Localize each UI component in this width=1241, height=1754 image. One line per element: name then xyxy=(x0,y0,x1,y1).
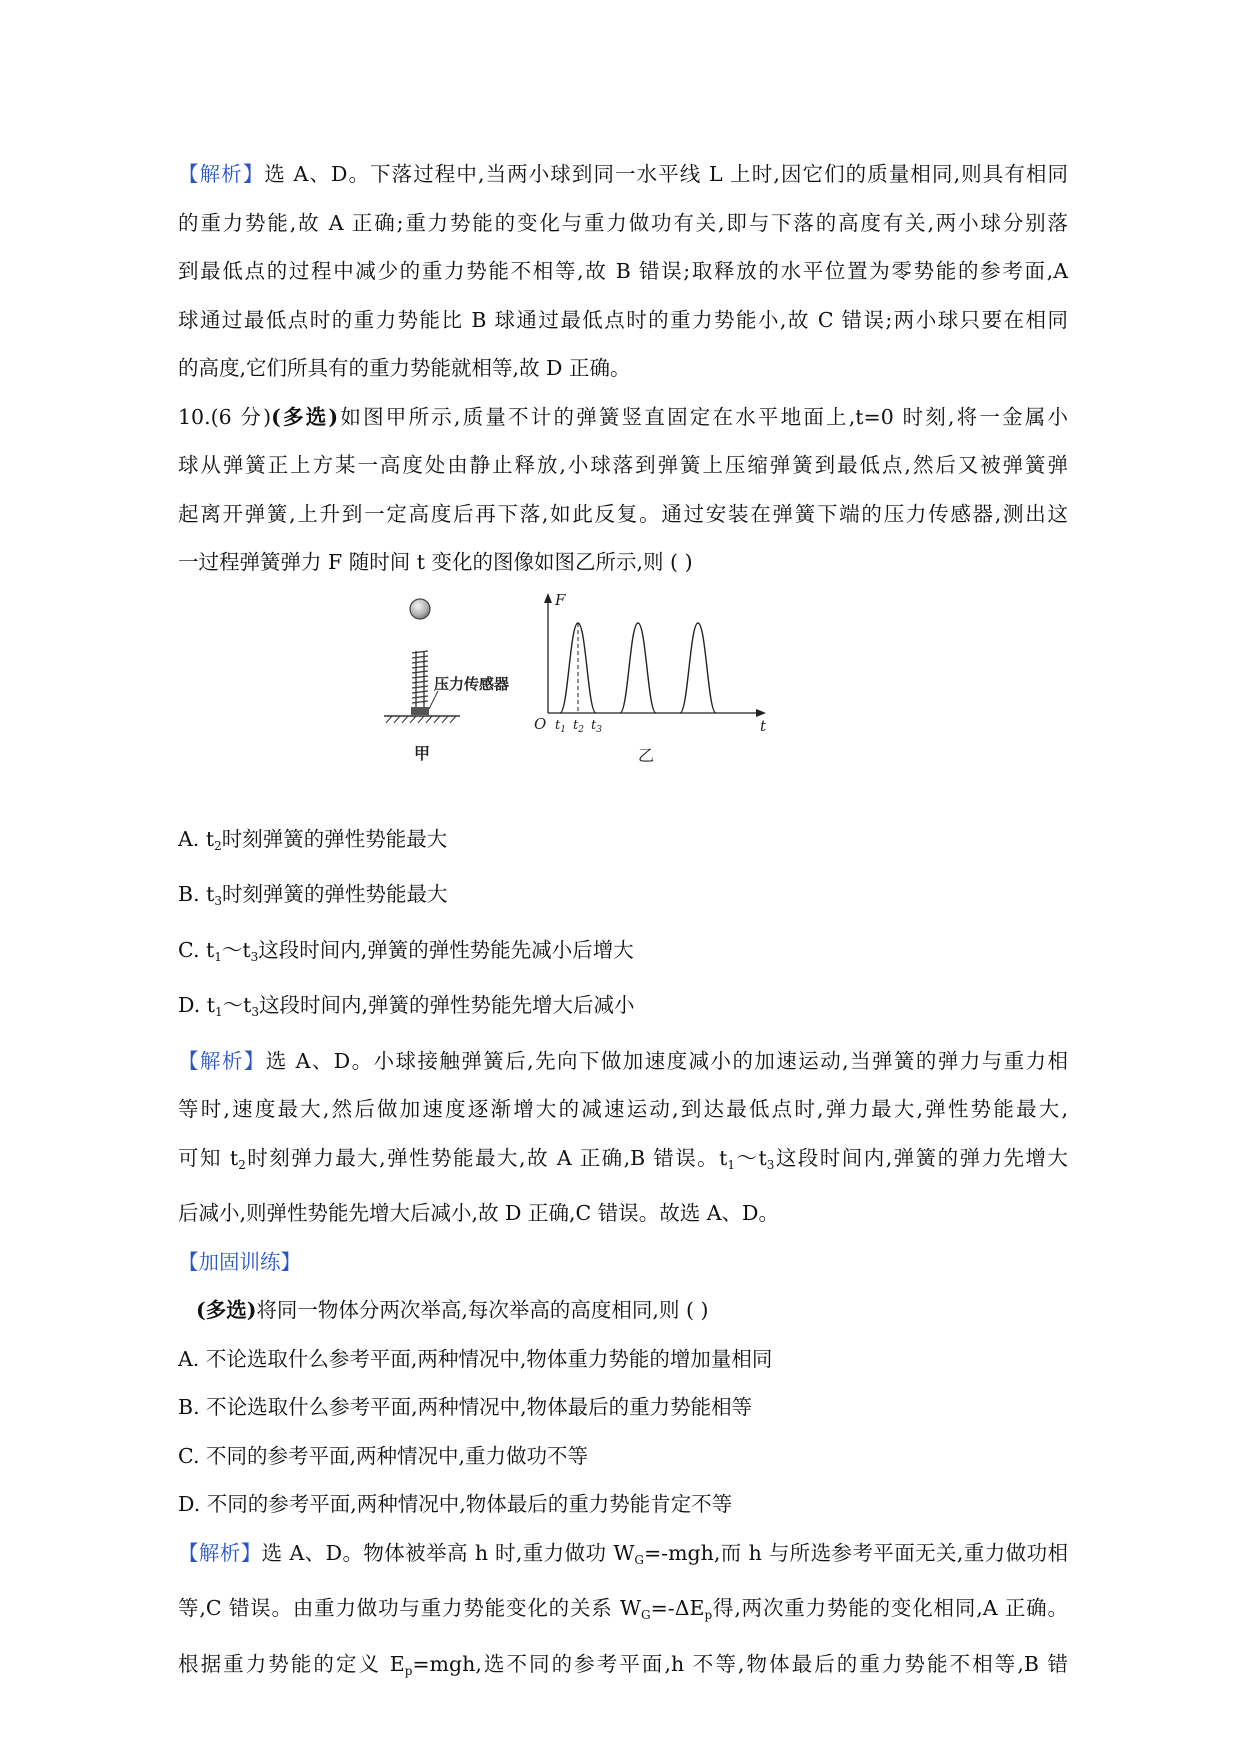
option-d: D. $t_1\sim t_3$这段时间内,弹簧的弹性势能先增大后减小 xyxy=(178,993,635,1019)
consolidate-tag: 【加固训练】 xyxy=(178,1249,301,1274)
multi-select-tag: (多选) xyxy=(196,1298,257,1322)
pressure-sensor xyxy=(411,707,429,715)
option-a: A. $t_2$时刻弹簧的弹性势能最大 xyxy=(178,826,448,853)
origin-label: O xyxy=(534,714,547,733)
option-c: C. 不同的参考平面,两种情况中,重力做功不等 xyxy=(178,1443,589,1468)
f-axis-label: F xyxy=(555,590,566,609)
t2-label: $t_2$ xyxy=(573,717,584,735)
force-curve-2 xyxy=(620,623,656,713)
question-10: 10.(6 分)(多选)如图甲所示,质量不计的弹簧竖直固定在水平地面上,t=0 时刻,将一金属小 球从弹簧正上方某一高度处由静止释放,小球落到弹簧上压缩弹簧到最低点,然后又被弹簧弹 起离开弹簧,上升到一定高度后再下落,如此反复。通过安装在弹簧下端的压力传感器,测出这 一过程弹簧弹力 F 随时间 t 变化的图像如图乙所示,则 ( ) 压力传感器 甲 F t O $t_1$ $t_2$ $t_3$ 乙 A. $t_2$时刻弹簧的弹性势能最大 B. $t_3$时刻弹簧的弹性势能最大 C. $t_1\sim t_3$这段时间内,弹簧的弹性势能先减小后增大 D. $t_1\sim t_3$这段时间内,弹簧的弹性势能先增大后减小 xyxy=(178,393,1068,1037)
caption-jia: 甲 xyxy=(414,743,431,763)
force-curve-3 xyxy=(680,623,716,713)
analysis-block-2: 【解析】选 A、D。小球接触弹簧后,先向下做加速度减小的加速运动,当弹簧的弹力与重力相 等时,速度最大,然后做加速度逐渐增大的减速运动,到达最低点时,弹力最大,弹性势能最大, 可知 $t_2$时刻弹力最大,弹性势能最大,故 A 正确,B 错误。$t_1\sim t_3$这段时间内,弹簧的弹力先增大 后减小,则弹性势能先增大后减小,故 D 正确,C 错误。故选 A、D。 xyxy=(178,1048,1068,1225)
document-page xyxy=(178,150,1068,1695)
sensor-pointer xyxy=(429,691,438,709)
figure xyxy=(178,591,1068,809)
analysis-tag: 【解析】 xyxy=(178,1048,266,1073)
option-d: D. 不同的参考平面,两种情况中,物体最后的重力势能肯定不等 xyxy=(178,1492,733,1516)
caption-yi: 乙 xyxy=(638,745,655,765)
analysis-block-1: 【解析】选 A、D。下落过程中,当两小球到同一水平线 L 上时,因它们的质量相同,则具有相同 的重力势能,故 A 正确;重力势能的变化与重力做功有关,即与下落的高度有关,两小球分别落 到最低点的过程中减少的重力势能不相等,故 B 错误;取释放的水平位置为零势能的参考面,A 球通过最低点时的重力势能比 B 球通过最低点时的重力势能小,故 C 错误;两小球只要在相同 的高度,它们所具有的重力势能就相等,故 D 正确。 xyxy=(178,162,1069,380)
t3-label: $t_3$ xyxy=(591,717,602,735)
option-c: C. $t_1\sim t_3$这段时间内,弹簧的弹性势能先减小后增大 xyxy=(178,937,634,964)
figure-svg xyxy=(178,591,1068,809)
sensor-label: 压力传感器 xyxy=(434,674,510,693)
ground-hatching xyxy=(386,716,456,723)
consolidation-question: (多选)将同一物体分两次举高,每次举高的高度相同,则 ( ) A. 不论选取什么参考平面,两种情况中,物体重力势能的增加量相同 B. 不论选取什么参考平面,两种情况中,物体最后的重力势能相等 C. 不同的参考平面,两种情况中,重力做功不等 D. 不同的参考平面,两种情况中,物体最后的重力势能肯定不等 xyxy=(178,1286,1068,1529)
option-a: A. 不论选取什么参考平面,两种情况中,物体重力势能的增加量相同 xyxy=(178,1346,773,1371)
t-axis-label: t xyxy=(760,716,767,735)
spring-apparatus xyxy=(384,599,509,763)
option-b: B. $t_3$时刻弹簧的弹性势能最大 xyxy=(178,882,448,908)
analysis-tag: 【解析】 xyxy=(178,162,265,186)
option-b: B. 不论选取什么参考平面,两种情况中,物体最后的重力势能相等 xyxy=(178,1395,753,1419)
question-number: 10.(6 分) xyxy=(178,404,272,429)
t1-label: $t_1$ xyxy=(555,717,566,735)
analysis-tag: 【解析】 xyxy=(178,1540,262,1565)
metal-ball xyxy=(410,599,430,619)
x-axis-arrow xyxy=(756,709,766,717)
analysis-block-3: 【解析】选 A、D。物体被举高 h 时,重力做功 $W_G=$-mgh,而 h 与所选参考平面无关,重力做功相 等,C 错误。由重力做功与重力势能变化的关系 $W_G=-\Delta E_p$得,两次重力势能的变化相同,A 正确。 根据重力势能的定义 $E_p=mgh$,选不同的参考平面,h 不等,物体最后的重力势能不相等,B 错 xyxy=(178,1540,1068,1678)
y-axis-arrow xyxy=(544,593,552,603)
spring xyxy=(412,651,428,707)
multi-select-tag: (多选) xyxy=(271,404,339,429)
force-time-graph xyxy=(534,591,767,765)
